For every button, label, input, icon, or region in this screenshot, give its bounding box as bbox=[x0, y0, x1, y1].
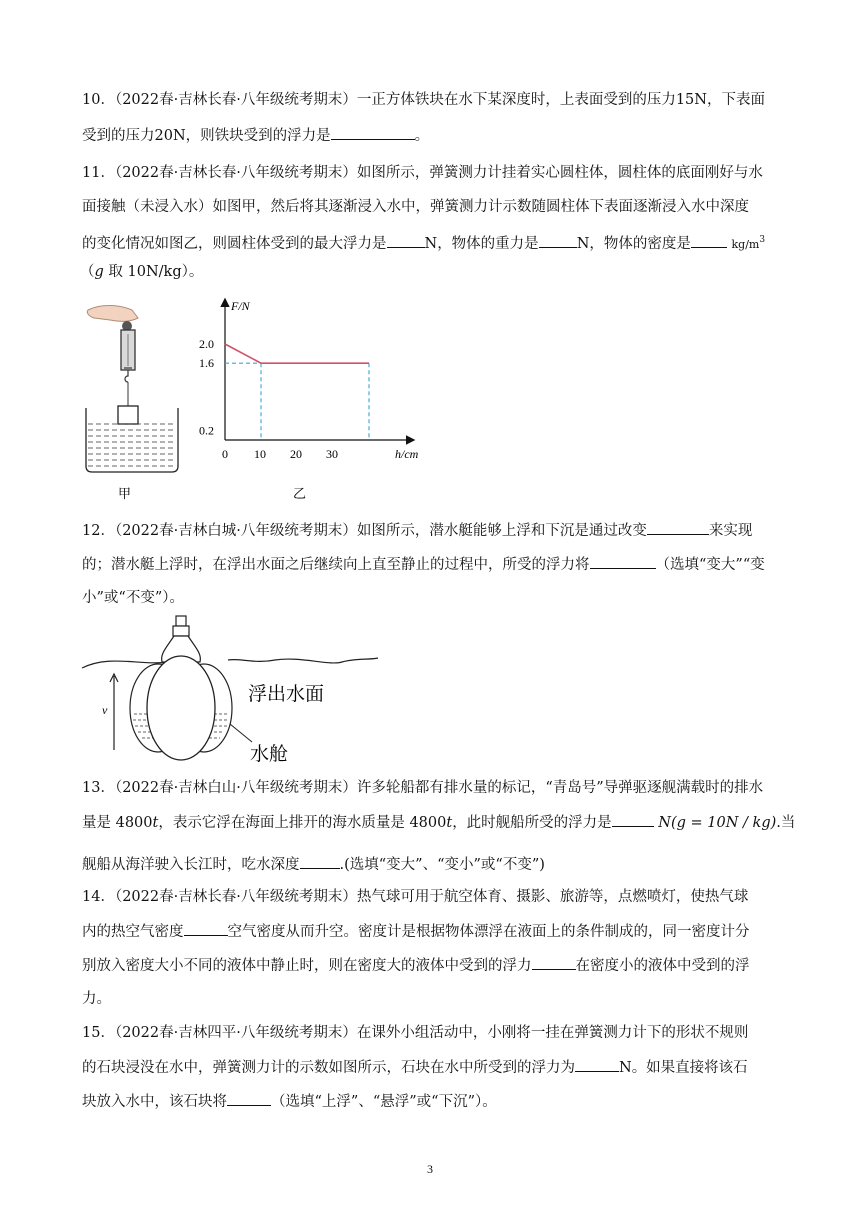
q14-line2-a: 内的热空气密度 bbox=[82, 924, 184, 940]
surface-label: 浮出水面 bbox=[248, 684, 325, 705]
q14-line2 bbox=[82, 921, 750, 942]
force-series-line bbox=[225, 344, 369, 363]
fig-label-jia: 甲 bbox=[118, 486, 132, 501]
q10-line2-text: 受到的压力20N，则铁块受到的浮力是 bbox=[82, 128, 331, 144]
answer-blank bbox=[331, 125, 415, 140]
cylinder bbox=[118, 406, 138, 424]
q12-line3: 小”或“不变”）。 bbox=[82, 590, 184, 606]
q11-line4 bbox=[80, 262, 203, 282]
q12-line1-b: 来实现 bbox=[708, 523, 753, 539]
q15-line3 bbox=[82, 1091, 497, 1112]
velocity-label: v bbox=[102, 703, 108, 717]
answer-blank bbox=[575, 1057, 619, 1072]
y-axis-label: F/N bbox=[231, 299, 250, 313]
fig-label-yi: 乙 bbox=[293, 486, 307, 501]
answer-blank bbox=[227, 1091, 271, 1106]
y-tick-label: 0.2 bbox=[199, 423, 214, 438]
submarine-figure bbox=[80, 614, 380, 764]
q11-line2: 面接触（未浸入水）如图甲，然后将其逐渐浸入水中，弹簧测力计示数随圆柱体下表面逐渐浸入水中深度 bbox=[82, 199, 749, 215]
q14-line4: 力。 bbox=[82, 991, 111, 1007]
hook-icon bbox=[125, 370, 128, 382]
q12-line2 bbox=[82, 554, 765, 575]
q10-line1: 10．（2022春·吉林长春·八年级统考期末）一正方体铁块在水下某深度时，上表面受到的压力15N，下表面 bbox=[82, 92, 765, 108]
answer-blank bbox=[612, 812, 654, 827]
q13-line3-a: 舰船从海洋驶入长江时，吃水深度 bbox=[82, 857, 300, 873]
q10-line2-end: 。 bbox=[414, 128, 430, 144]
answer-blank bbox=[647, 520, 709, 535]
page-number: 3 bbox=[427, 1162, 433, 1176]
q13-line2 bbox=[82, 812, 795, 833]
q14-line3 bbox=[82, 955, 750, 976]
answer-blank bbox=[532, 955, 576, 970]
q15-line2-b: N。如果直接将该石 bbox=[619, 1060, 748, 1076]
q11-line3-b: N，物体的重力是 bbox=[424, 235, 539, 252]
answer-blank bbox=[300, 854, 340, 869]
q11-line4-rest: 取 10N/kg）。 bbox=[103, 264, 204, 280]
q11-unit: kg/m bbox=[731, 237, 760, 251]
spring-scale-figure bbox=[80, 296, 190, 506]
q13-formula: N(g = 10N / kg) bbox=[658, 815, 777, 831]
q11-line3-a: 的变化情况如图乙，则圆柱体受到的最大浮力是 bbox=[82, 235, 387, 252]
q14-line2-b: 空气密度从而升空。密度计是根据物体漂浮在液面上的条件制成的，同一密度计分 bbox=[227, 924, 750, 940]
q11-unit-sup: 3 bbox=[759, 235, 766, 245]
q11-line1: 11．（2022春·吉林长春·八年级统考期末）如图所示，弹簧测力计挂着实心圆柱体，圆柱体的底面刚好与水 bbox=[82, 165, 763, 181]
q11-line3 bbox=[82, 230, 765, 255]
q13-line3-b: .(选填“变大”、“变小”或“不变”) bbox=[339, 857, 545, 873]
water bbox=[88, 424, 176, 466]
submarine-hull bbox=[147, 656, 215, 760]
q14-line3-b: 在密度小的液体中受到的浮 bbox=[575, 958, 750, 974]
q13-line2-a: 量是 4800 bbox=[82, 815, 153, 831]
q10-line2 bbox=[82, 125, 429, 146]
q12-line1 bbox=[82, 520, 752, 541]
y-tick-label: 2.0 bbox=[199, 337, 214, 351]
x-tick-label: 30 bbox=[326, 447, 338, 461]
q13-line2-b: ，表示它浮在海面上排开的海水质量是 4800 bbox=[158, 815, 447, 831]
q12-line1-a: 12．（2022春·吉林白城·八年级统考期末）如图所示，潜水艇能够上浮和下沉是通过改变 bbox=[82, 523, 647, 539]
q14-line3-a: 别放入密度大小不同的液体中静止时，则在密度大的液体中受到的浮力 bbox=[82, 958, 532, 974]
q11-line3-c: N，物体的密度是 bbox=[576, 235, 691, 252]
answer-blank bbox=[691, 233, 727, 248]
q11-g: g bbox=[94, 264, 104, 280]
q15-line1: 15．（2022春·吉林四平·八年级统考期末）在课外小组活动中，小刚将一挂在弹簧测力计下的形状不规则 bbox=[82, 1025, 749, 1041]
q12-line2-a: 的；潜水艇上浮时，在浮出水面之后继续向上直至静止的过程中，所受的浮力将 bbox=[82, 557, 590, 573]
water-surface bbox=[82, 658, 378, 668]
q12-line2-b: （选填“变大”“变 bbox=[655, 557, 765, 573]
x-axis-label: h/cm bbox=[395, 447, 419, 461]
q15-line3-b: （选填“上浮”、“悬浮”或“下沉”）。 bbox=[271, 1094, 497, 1110]
answer-blank bbox=[387, 233, 425, 248]
answer-blank bbox=[184, 921, 228, 936]
q13-unit-t: t bbox=[152, 815, 159, 831]
q13-line1: 13．（2022春·吉林白山·八年级统考期末）许多轮船都有排水量的标记，“青岛号”导弹驱逐舰满载时的排水 bbox=[82, 780, 764, 796]
x-tick-label: 0 bbox=[222, 447, 228, 461]
q13-unit-t2: t bbox=[446, 815, 453, 831]
q11-line4-open: （ bbox=[80, 264, 95, 280]
q15-line3-a: 块放入水中，该石块将 bbox=[82, 1094, 227, 1110]
force-depth-chart bbox=[195, 296, 425, 506]
x-tick-label: 10 bbox=[254, 447, 266, 461]
y-tick-label: 1.6 bbox=[199, 356, 214, 371]
q13-line2-c: ，此时舰船所受的浮力是 bbox=[452, 815, 612, 831]
answer-blank bbox=[590, 554, 656, 569]
q13-line3 bbox=[82, 854, 545, 875]
q15-line2-a: 的石块浸没在水中，弹簧测力计的示数如图所示，石块在水中所受到的浮力为 bbox=[82, 1060, 575, 1076]
hand-icon bbox=[87, 306, 138, 322]
tank-label: 水舱 bbox=[250, 744, 289, 764]
q15-line2 bbox=[82, 1057, 748, 1078]
answer-blank bbox=[539, 233, 577, 248]
x-tick-label: 20 bbox=[290, 447, 302, 461]
q14-line1: 14．（2022春·吉林长春·八年级统考期末）热气球可用于航空体育、摄影、旅游等，点燃喷灯，使热气球 bbox=[82, 889, 749, 905]
q13-line2-d: .当 bbox=[776, 815, 796, 831]
